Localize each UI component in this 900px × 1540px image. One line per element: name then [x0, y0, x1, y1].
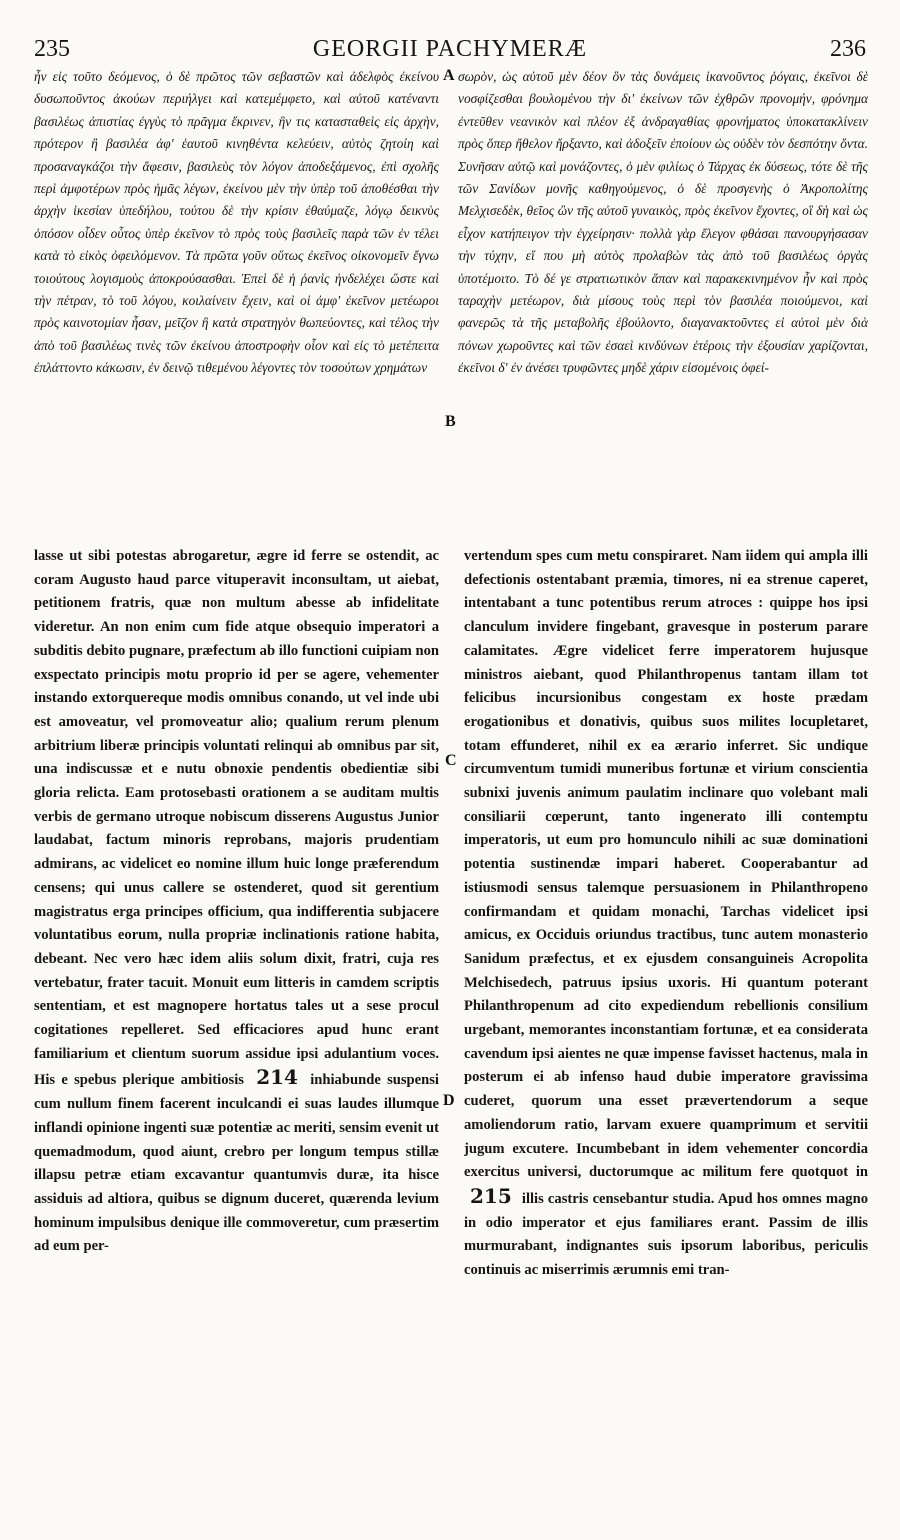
greek-text-left: ἦν εἰς τοῦτο δεόμενος, ὁ δὲ πρῶτος τῶν σεβαστῶν καὶ ἀδελφὸς ἐκείνου δυσωποῦντος ἀκούων περιήλγει καὶ κατεμέμφετο, καὶ αὐτοῦ κατέναντι βασιλέως ἀπιστίας ἐγγὺς τὸ πρᾶγμα ἔκρινεν, ἣν τις κατασταθεὶς εἰς ἀρχὴν, πρότερον ἢ βασιλέα ἀφ' ἑαυτοῦ κινηθέντα κελεύειν, αὐτὸς ζητοίη καὶ προσαναγκάζοι τὴν ἄφεσιν, βασιλεὺς τὸν λόγον ἀποδεξάμενος, ἐπὶ σχολῆς περὶ ἀμφοτέρων πρὸς ἡμᾶς λέγων, ἐκείνου μὲν τὴν ὑπὲρ τοῦ ἀποθέσθαι τὴν ἀρχὴν ἱκεσίαν ὑπεδήλου, τούτου δὲ τὴν κρίσιν ἐθαύμαζε, λόγῳ δεικνὺς ὁπόσον οἶδεν οὗτος ὑπὲρ ἐκεῖνον τὸ πρὸς τοὺς βασιλεῖς παρὰ τῶν ἐν τέλει κατὰ τὸ εἰκὸς ὀφειλόμενον. Τὰ πρῶτα γοῦν οὕτως ἐκεῖνος οἰκονομεῖν ἔγνω τοιούτους λογισμοὺς ἀποκρούσασθαι. Ἐπεὶ δὲ ἡ ῥανὶς ἠνδελέχει ὥστε καὶ τὴν πέτραν, τὸ τοῦ λόγου, κοιλαίνειν ἔχειν, καὶ οἱ ἀμφ' ἐκεῖνον μετέωροι πρὸς καινοτομίαν ἦσαν, μεῖζον ἢ κατὰ στρατηγὸν θωπεύοντες, καὶ τέλος τὴν ἀπὸ τοῦ βασιλέως τινὲς τῶν ἐκείνου ἀποστροφὴν οἷον καὶ εἰς τὸ μετέπειτα ἐπλάττοντο κάκωσιν, ἐν δεινῷ τιθεμένου λέγοντες τὸν τοσούτων χρημάτων	[34, 69, 439, 376]
margin-marker-c: C	[445, 752, 457, 769]
running-title: GEORGII PACHYMERÆ	[312, 36, 588, 62]
margin-marker-a: A	[443, 67, 455, 84]
greek-column-right	[458, 66, 868, 531]
latin-column-left	[34, 545, 439, 1530]
latin-text-right-part2: illis castris censebantur studia. Apud hos omnes magno in odio imperator et ejus familiares erant. Passim de illis murmurabant, indignantes suis ipsorum laboribus, periculis continuis ac miserrimis ærumnis emi tran-	[464, 1190, 868, 1279]
inline-page-number-215: 215	[470, 1183, 512, 1208]
page-number-left: 235	[34, 36, 70, 62]
inline-page-number-214: 214	[256, 1065, 298, 1090]
latin-text-left-part2: inhiabunde suspensi cum nullum finem facerent inculcandi ei suas laudes illumque inflandi opinione ingenti suæ potentiæ ac meriti, sensim evenit ut quemadmodum, quod aiunt, crebro per longum tempus stillæ illapsu petræ etiam excavantur quantumvis duræ, ita hisce assiduis ad altiora, quibus se dignum duceret, quærenda levium hominum impulsibus denique ille commoveretur, cum præsertim ad eum per-	[34, 1072, 439, 1255]
latin-text-left-part1: lasse ut sibi potestas abrogaretur, ægre id ferre se ostendit, ac coram Augusto haud parce vituperavit inconsultam, ut aiebat, petitionem fratris, quæ non multum abesse ab infidelitate videretur. An non enim cum fide atque obsequio imperatori a subditis debito pugnare, præfectum ab illo functioni cuipiam non exspectato principis motu proprio id per se agere, vehementer instando extorquereque modis omnibus conando, ut vel inde ubi est amoveatur, vel promoveatur alio; qualium rerum plenum arbitrium liberæ principis voluntati relinqui ab omnibus par sit, una indiscussæ et e nutu obnoxie pendentis obedientiæ sibi gloria relicta. Eam protosebasti orationem a se auditam multis verbis de germano utroque nobiscum disserens Augustus Junior laudabat, factum minoris reprobans, majoris prudentiam admirans, ac videlicet eo nomine illum huic longe præferendum censens; qui unus callere se ostenderet, quod sit gerentium magistratus erga principes officium, qua indifferentia subjacere voluntatibus eorum, nulla propriæ inclinationis ratione habita, debeant. Nec vero hæc idem aliis solum dixit, fratri, cuja res vertebatur, frater tacuit. Monuit eum litteris in camdem scriptis sententiam, et est magnopere hortatus tales ut a sese procul cogitationes repelleret. Sed efficaciores apud hunc erant familiarium et clientum suorum assidue ipsi adulantium voces. His e spebus plerique ambitiosis	[34, 548, 439, 1089]
latin-paragraph-right	[464, 545, 868, 1283]
latin-column-right	[464, 545, 868, 1530]
greek-text-right: σωρὸν, ὡς αὐτοῦ μὲν δέον ὃν τὰς δυνάμεις ἱκανοῦντος ῥόγαις, ἐκεῖνοι δὲ νοσφίζεσθαι βουλομένου τὴν δι' ἐκείνων τῶν ἐχθρῶν προνομήν, φρόνημα ἐντεῦθεν νεανικὸν καὶ πλέον ἐξ ἀνδραγαθίας φρονήματος ὑποκατακλίνειν πρὸς ὅπερ ἤθελον ἤρξαντο, καὶ ἀδοξεῖν ἐποίουν ὡς οὐδὲν τὸν δεσπότην ὄντα. Συνῆσαν αὐτῷ καὶ μονάζοντες, ὁ μὲν φιλίως ὁ Τάρχας ἐκ δύσεως, τότε δὲ τῆς τῶν Σανίδων μονῆς καθηγούμενος, ὁ δὲ προσγενὴς ὁ Ἀκροπολίτης Μελχισεδὲκ, θεῖος ὢν τῆς αὐτοῦ γυναικὸς, πρὸς ἐκεῖνον ἔχοντες, οἳ δὴ καὶ ὡς εἶχον κατήπειγον τὴν ἐγχείρησιν· πολλὰ γὰρ ἔλεγον φθάσαι πανουργήσασαν τὴν τύχην, εἴ που μὴ αὐτὸς προλαβὼν τὰς ἀπὸ τοῦ βασιλέως ὀργὰς ὑποτέμοιτο. Τὸ δέ γε στρατιωτικὸν ἅπαν καὶ παρακεκινημένον ἦν καὶ πρὸς ταραχὴν μετέωρον, διὰ μίσους τοὺς περὶ τὸν βασιλέα ποιούμενοι, καὶ φανερῶς τὰ τῆς μεταβολῆς ἐβούλοντο, διαγανακτοῦντες εἰ αὐτοὶ μὲν διὰ πόνων χωροῦντες καὶ τῶν ἐσαεὶ κινδύνων ἑτέροις τὴν ἐξουσίαν χαρίζονται, ἐκεῖνοι δ' ἐν ἀνέσει τρυφῶντες μηδὲ χάριν εἰσομένοις ὀφεί-	[458, 69, 868, 376]
running-header	[34, 36, 866, 66]
margin-marker-b: B	[445, 413, 456, 430]
greek-column-left	[34, 66, 439, 531]
latin-text-right-part1: vertendum spes cum metu conspiraret. Nam iidem qui ampla illi defectionis ostentabant præmia, timores, ni ea strenue caperet, intentabant a tunc potentibus rerum atroces : quippe hos ipsi clanculum invidere fingebant, gravesque in posterum parare calamitates. Ægre videlicet ferre imperatorem hujusque ministros aiebant, quod Philanthropenus tantam illam tot felicibus incursionibus congestam ex hoste prædam erogationibus et donativis, quibus suos milites locupletaret, totam effunderet, nihil ex ea ærario inferret. Sic undique circumventum tumidi muneribus fortunæ et virium conscientia subnixi juvenis animum paulatim inclinare quo volebant mali consiliarii cœperunt, tanto ingenerato illi contemptu imperatoris, ut eum pro homunculo nihili ac suæ dominationi potentia sustinendæ impari haberet. Cooperabantur ad istiusmodi sensus talemque persuasionem in Philanthropeno confirmandam et quidam monachi, Tarchas videlicet ipsi amicus, ex Occiduis oriundus tractibus, tunc autem monasterio Sanidum præfectus, et ex ejusdem consanguineis Acropolita Melchisedech, patruus ipsius uxoris. Hi quantum poterant Philanthropenum ad cito expediendum rebellionis consilium urgebant, memorantes inconstantiam fortunæ, et ea considerata cavendum ipsi aientes ne quæ impense favisset hactenus, mala in posterum ei ab infenso haud dubie imperatore gravissima cuderet, quorum una esset prævertendorum a seque amoliendorum ratio, larvam exuere quamprimum et servitii jugum excutere. Incumbebant in idem vehementer concordia exercitus universi, ductorumque ac militum fere quotquot in	[464, 548, 868, 1181]
margin-marker-d: D	[443, 1092, 455, 1109]
page-number-right: 236	[830, 36, 866, 62]
latin-paragraph-left	[34, 545, 439, 1259]
